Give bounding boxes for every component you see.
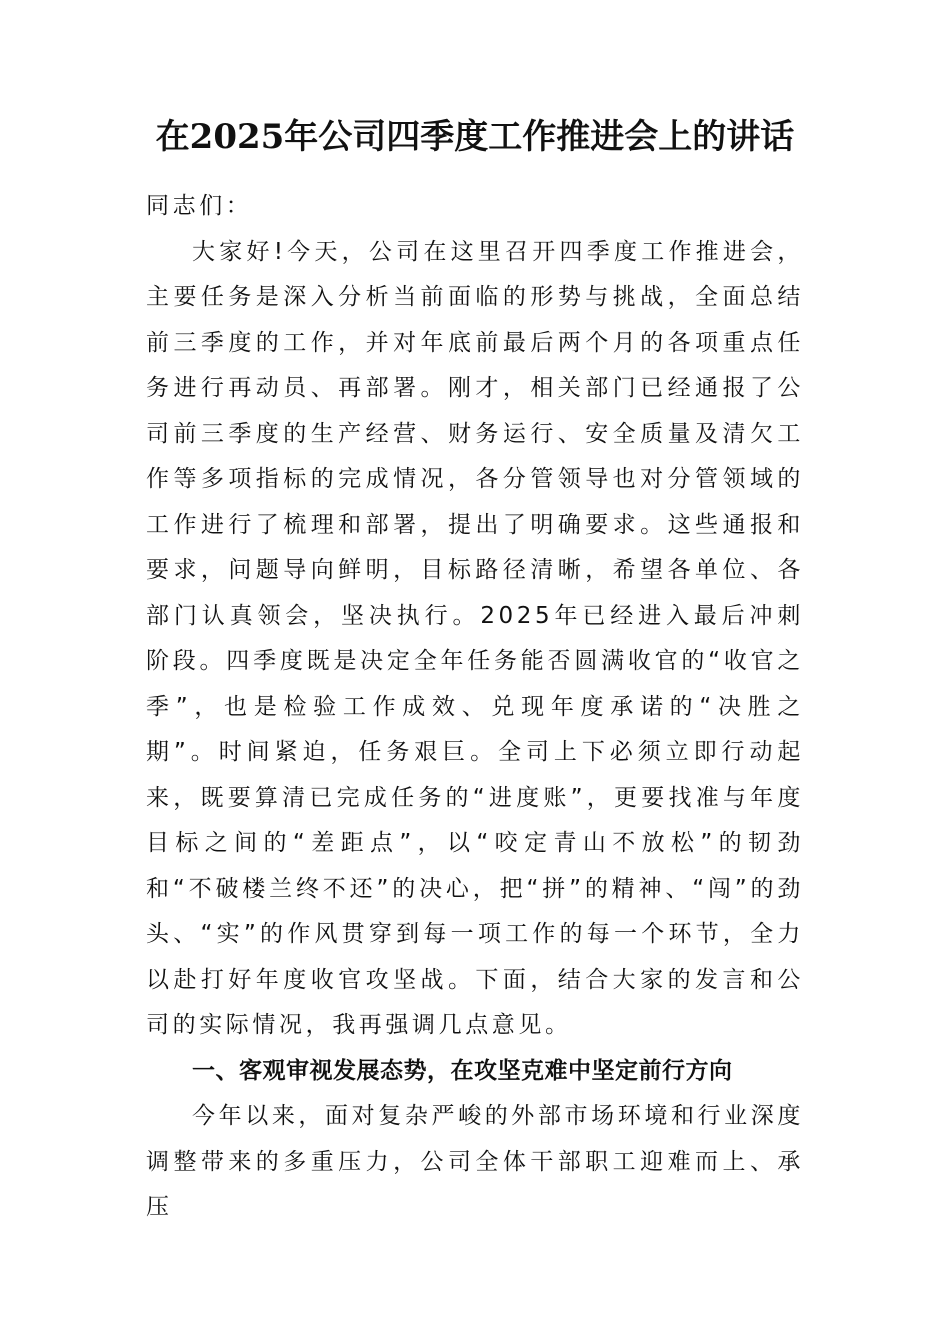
document-body <box>146 184 804 1231</box>
section-paragraph: 今年以来，面对复杂严峻的外部市场环境和行业深度调整带来的多重压力，公司全体干部职工迎难而上、承压 <box>146 1103 804 1220</box>
document-title: 在2025年公司四季度工作推进会上的讲话 <box>155 117 795 157</box>
opening-paragraph: 大家好!今天，公司在这里召开四季度工作推进会，主要任务是深入分析当前面临的形势与挑战，全面总结前三季度的工作，并对年底前最后两个月的各项重点任务进行再动员、再部署。刚才，相关部门已经通报了公司前三季度的生产经营、财务运行、安全质量及清欠工作等多项指标的完成情况，各分管领导也对分管领域的工作进行了梳理和部署，提出了明确要求。这些通报和要求，问题导向鲜明，目标路径清晰，希望各单位、各部门认真领会，坚决执行。2025年已经进入最后冲刺阶段。四季度既是决定全年任务能否圆满收官的“收官之季”，也是检验工作成效、兑现年度承诺的“决胜之期”。时间紧迫，任务艰巨。全司上下必须立即行动起来，既要算清已完成任务的“进度账”，更要找准与年度目标之间的“差距点”，以“咬定青山不放松”的韧劲和“不破楼兰终不还”的决心，把“拼”的精神、“闯”的劲头、“实”的作风贯穿到每一项工作的每一个环节，全力以赴打好年度收官攻坚战。下面，结合大家的发言和公司的实际情况，我再强调几点意见。 <box>146 238 804 1038</box>
section-heading: 一、客观审视发展态势，在攻坚克难中坚定前行方向 <box>192 1057 733 1084</box>
salutation: 同志们： <box>146 193 253 219</box>
